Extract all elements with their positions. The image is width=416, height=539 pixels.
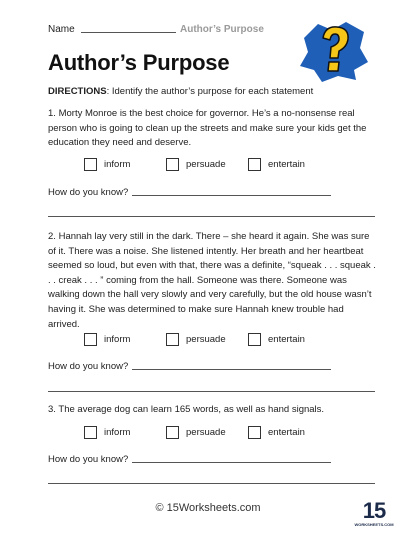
answer-line[interactable] <box>132 195 331 196</box>
checkbox[interactable] <box>166 333 179 346</box>
directions-text: : Identify the author’s purpose for each statement <box>106 86 314 97</box>
answer-line[interactable] <box>48 483 375 484</box>
checkbox[interactable] <box>84 333 97 346</box>
checkbox[interactable] <box>166 426 179 439</box>
choice-inform[interactable] <box>84 426 130 439</box>
choice-inform[interactable] <box>84 333 130 346</box>
how-row-1 <box>48 187 331 198</box>
question-number: 2. <box>48 231 56 242</box>
choice-entertain[interactable] <box>248 426 305 439</box>
checkbox[interactable] <box>248 426 261 439</box>
question-text: Hannah lay very still in the dark. There – she heard it again. She was sure of it. There was a noise. She listened intently. Her breath and her heartbeat seemed so loud, but even with that, there was a definite, “squeak . . . squeak . . . creak . . . ” coming from the hall. Someone was there. Someone was walking down the hall very slowly and very carefully, but the old house wasn’t having it. She was determined to make sure Hannah knew trouble had arrived. <box>48 231 376 330</box>
choice-label: entertain <box>268 427 305 438</box>
answer-line[interactable] <box>48 216 375 217</box>
question-text: The average dog can learn 165 words, as well as hand signals. <box>58 404 325 415</box>
page-title: Author’s Purpose <box>48 50 230 75</box>
choice-persuade[interactable] <box>166 426 226 439</box>
answer-line[interactable] <box>132 369 331 370</box>
choice-inform[interactable] <box>84 158 130 171</box>
choice-label: persuade <box>186 334 226 345</box>
choice-label: inform <box>104 427 131 438</box>
choice-label: entertain <box>268 159 305 170</box>
footer-text[interactable]: 15Worksheets.com <box>166 502 261 514</box>
question-mark-icon <box>298 18 370 84</box>
question-text: Morty Monroe is the best choice for governor. He’s a no-nonsense real person who is going to clean up the streets and make sure your kids get the education they need and deserve. <box>48 108 367 149</box>
choice-label: inform <box>104 334 131 345</box>
name-label: Name <box>48 24 75 35</box>
directions <box>48 86 313 97</box>
directions-label: DIRECTIONS <box>48 86 107 97</box>
question-2 <box>48 230 378 332</box>
choice-persuade[interactable] <box>166 333 226 346</box>
how-label: How do you know? <box>48 187 129 198</box>
question-1 <box>48 107 378 151</box>
question-number: 1. <box>48 108 56 119</box>
checkbox[interactable] <box>248 158 261 171</box>
badge-number: 15 <box>362 498 386 523</box>
checkbox[interactable] <box>84 158 97 171</box>
checkbox[interactable] <box>166 158 179 171</box>
choice-label: inform <box>104 159 131 170</box>
choice-label: persuade <box>186 427 226 438</box>
answer-line[interactable] <box>132 462 331 463</box>
question-number: 3. <box>48 404 56 415</box>
worksheets-badge <box>354 500 394 530</box>
choice-label: persuade <box>186 159 226 170</box>
badge-caption: WORKSHEETS.COM <box>354 522 394 527</box>
choice-persuade[interactable] <box>166 158 226 171</box>
answer-line[interactable] <box>48 391 375 392</box>
copyright-icon: © <box>155 502 164 514</box>
choice-label: entertain <box>268 334 305 345</box>
checkbox[interactable] <box>248 333 261 346</box>
how-row-3 <box>48 454 331 465</box>
subject-label: Author’s Purpose <box>180 24 264 35</box>
checkbox[interactable] <box>84 426 97 439</box>
choice-entertain[interactable] <box>248 158 305 171</box>
name-line[interactable] <box>81 32 176 33</box>
question-3 <box>48 403 378 418</box>
how-label: How do you know? <box>48 454 129 465</box>
choice-entertain[interactable] <box>248 333 305 346</box>
how-row-2 <box>48 361 331 372</box>
how-label: How do you know? <box>48 361 129 372</box>
name-row <box>48 24 176 35</box>
